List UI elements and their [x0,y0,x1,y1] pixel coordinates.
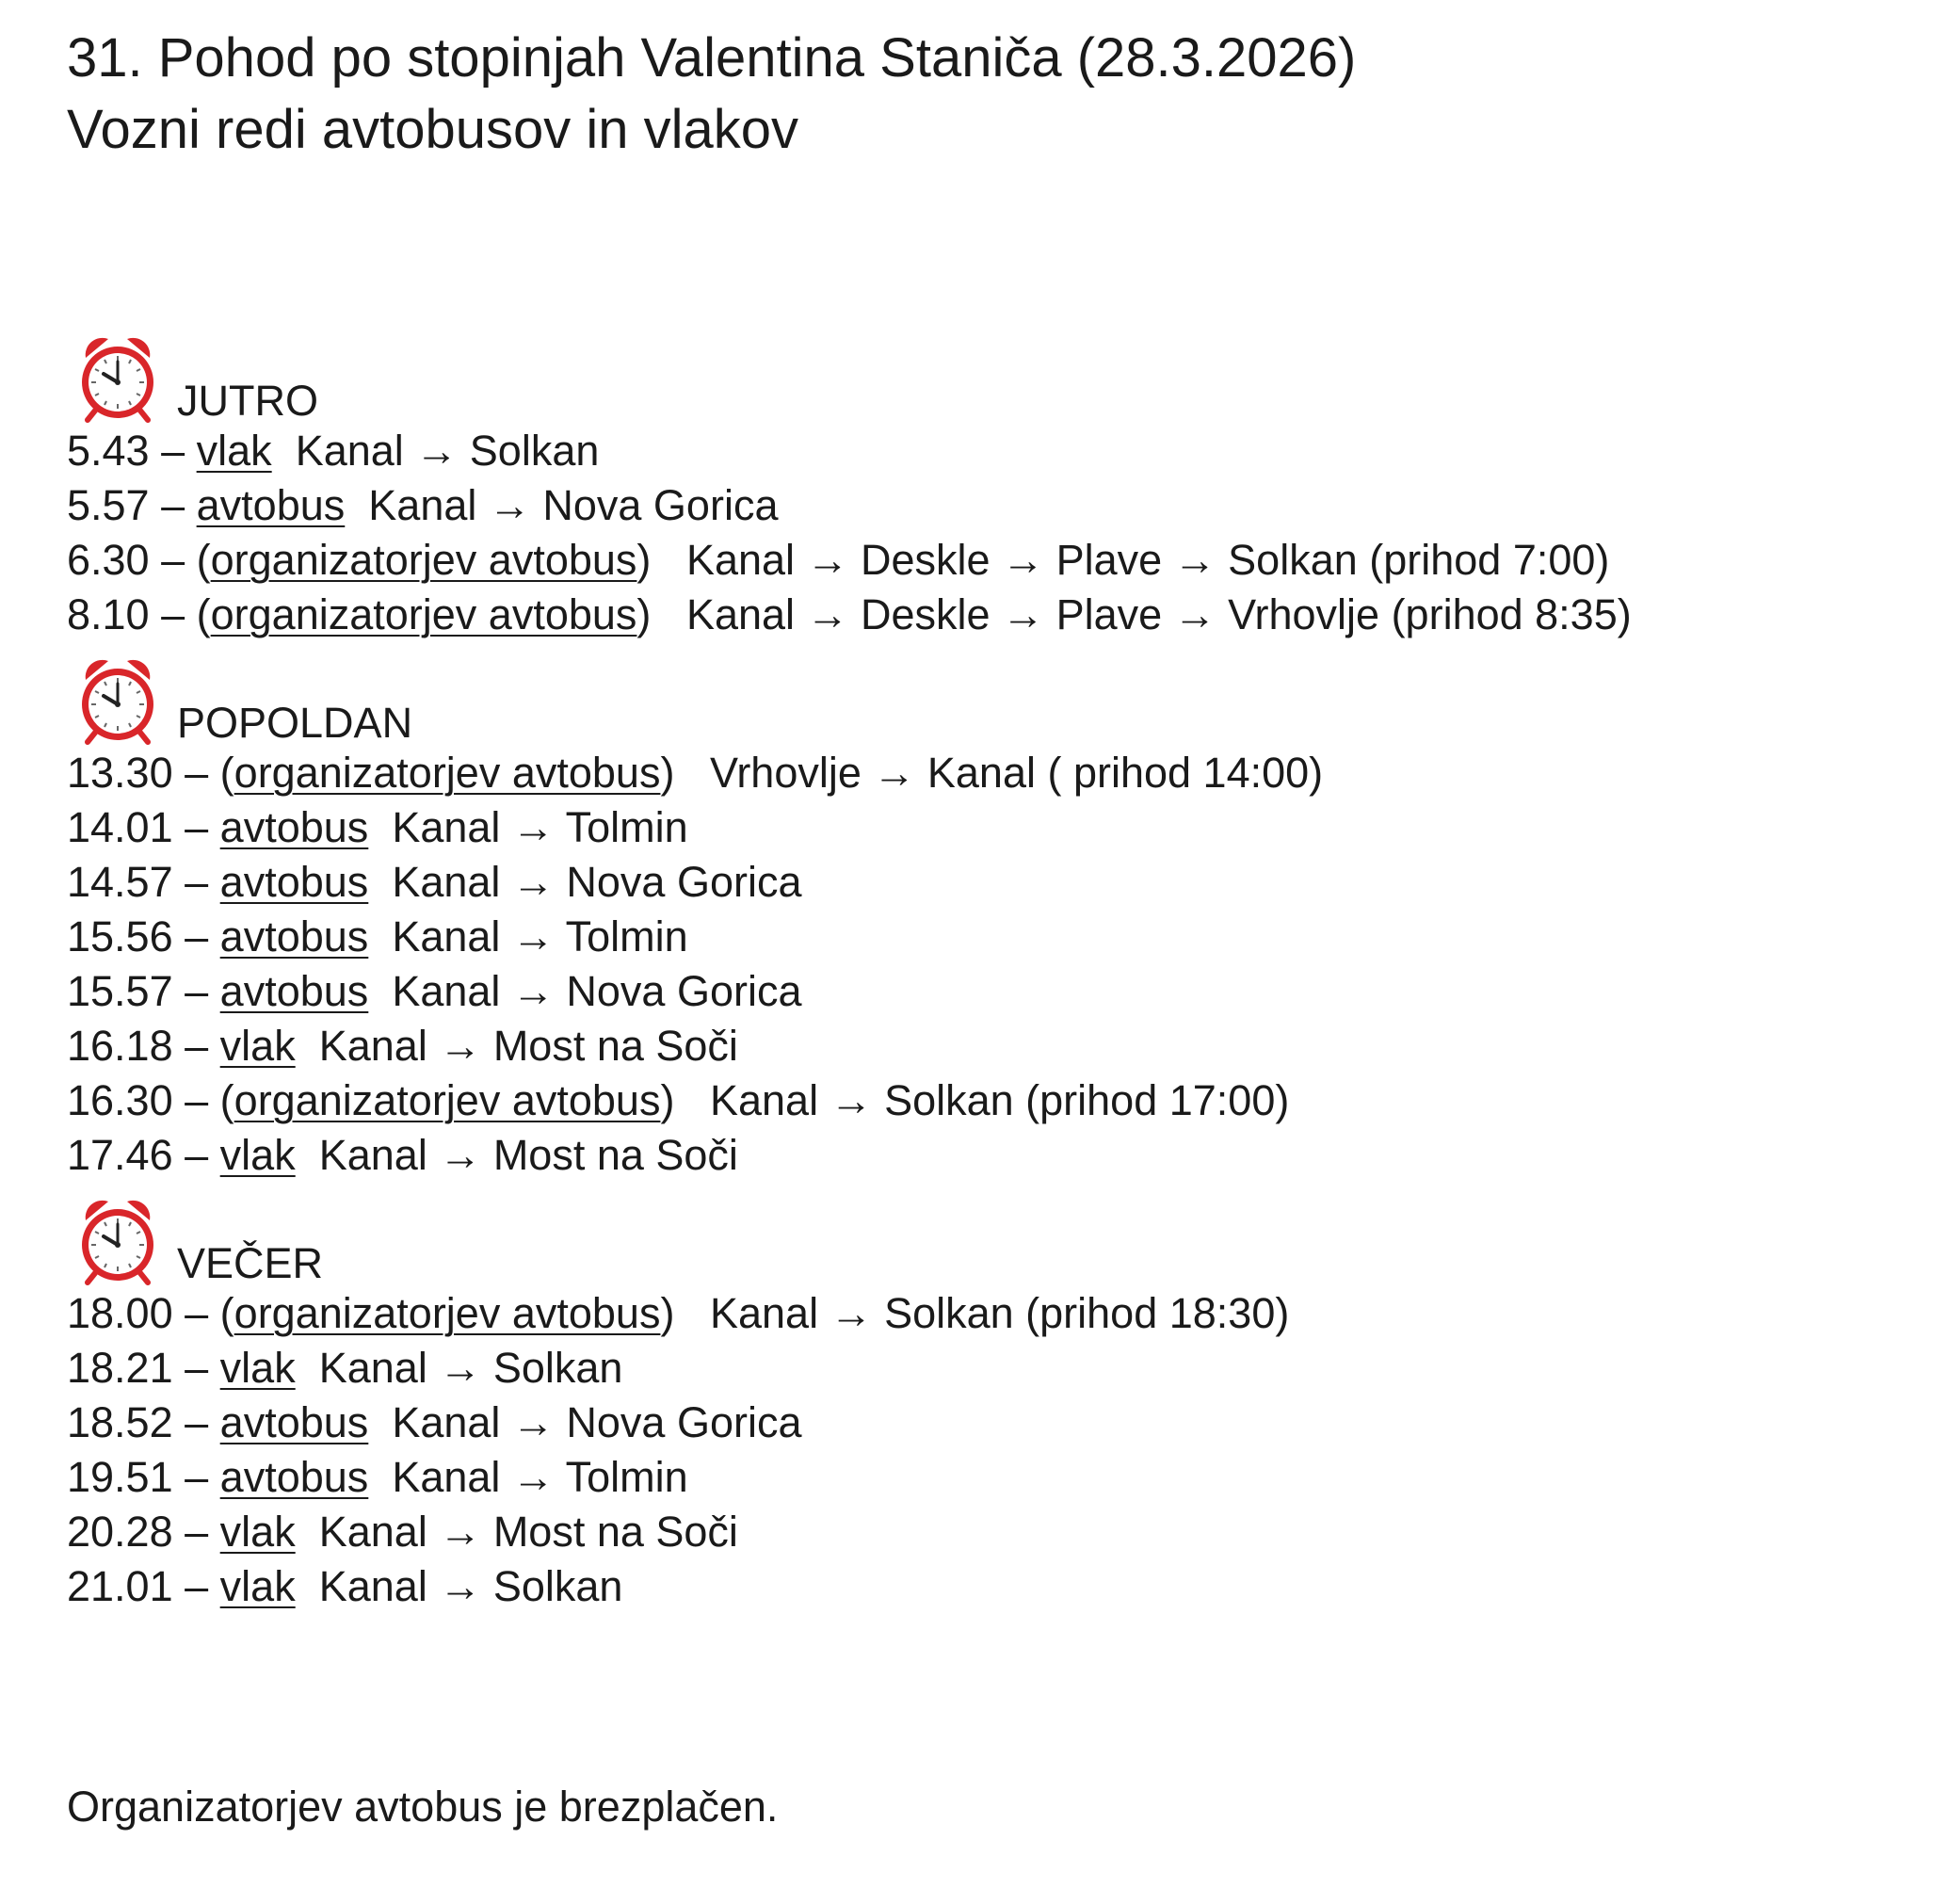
departure-time: 5.57 [67,481,150,529]
timetable-row: 5.43 – vlak Kanal → Solkan [67,427,600,475]
transport-type-link[interactable]: vlak [219,1344,296,1392]
departure-time: 18.21 [67,1344,173,1392]
transport-type-link[interactable]: organizatorjev avtobus [234,749,661,797]
alarm-clock-icon [72,330,163,424]
timetable-row: 14.57 – avtobus Kanal → Nova Gorica [67,858,802,906]
route: Kanal → Nova Gorica [392,858,802,906]
departure-time: 21.01 [67,1562,173,1610]
section-header [67,642,1632,746]
paren-close: ) [660,749,675,797]
departure-time: 5.43 [67,427,150,475]
timetable-row: 21.01 – vlak Kanal → Solkan [67,1562,623,1610]
departure-time: 15.57 [67,967,173,1015]
paren-close: ) [660,1076,675,1124]
transport-type-link[interactable]: organizatorjev avtobus [234,1289,661,1337]
transport-type-link[interactable]: vlak [219,1131,296,1179]
transport-type-link[interactable]: vlak [196,427,272,475]
alarm-clock-icon [72,1192,163,1286]
timetable-row: 16.18 – vlak Kanal → Most na Soči [67,1022,738,1070]
departure-time: 14.01 [67,803,173,851]
section-label: POPOLDAN [177,699,413,747]
timetable-row: 20.28 – vlak Kanal → Most na Soči [67,1508,738,1556]
timetable-row: 19.51 – avtobus Kanal → Tolmin [67,1453,688,1501]
transport-type-link[interactable]: vlak [219,1508,296,1556]
route: Kanal → Tolmin [392,912,688,960]
timetable-row: 18.52 – avtobus Kanal → Nova Gorica [67,1398,802,1446]
section-0 [67,320,1632,642]
timetable-row: 18.21 – vlak Kanal → Solkan [67,1344,623,1392]
transport-type-link[interactable]: avtobus [196,481,346,529]
paren-close: ) [636,536,652,584]
departure-time: 18.00 [67,1289,173,1337]
departure-time: 16.30 [67,1076,173,1124]
route: Kanal → Most na Soči [318,1131,738,1179]
route: Kanal → Nova Gorica [392,967,802,1015]
alarm-clock-icon [72,652,163,746]
departure-time: 14.57 [67,858,173,906]
departure-time: 6.30 [67,536,150,584]
transport-type-link[interactable]: vlak [219,1562,296,1610]
paren-close: ) [636,590,652,638]
timetable-row: 14.01 – avtobus Kanal → Tolmin [67,803,688,851]
timetable [67,320,1632,1614]
paren-open: ( [219,1289,234,1337]
route: Kanal → Solkan [295,427,600,475]
transport-type-link[interactable]: organizatorjev avtobus [234,1076,661,1124]
timetable-row: 15.56 – avtobus Kanal → Tolmin [67,912,688,960]
footnote: Organizatorjev avtobus je brezplačen. [67,1783,779,1831]
transport-type-link[interactable]: avtobus [219,967,369,1015]
paren-open: ( [219,749,234,797]
departure-time: 13.30 [67,749,173,797]
paren-close: ) [660,1289,675,1337]
transport-type-link[interactable]: avtobus [219,1453,369,1501]
transport-type-link[interactable]: avtobus [219,858,369,906]
paren-open: ( [196,590,211,638]
timetable-row: 17.46 – vlak Kanal → Most na Soči [67,1131,738,1179]
transport-type-link[interactable]: avtobus [219,1398,369,1446]
timetable-row: 5.57 – avtobus Kanal → Nova Gorica [67,481,779,529]
route: Kanal → Most na Soči [318,1508,738,1556]
page-title [67,23,1356,166]
route: Kanal → Tolmin [392,803,688,851]
paren-open: ( [196,536,211,584]
paren-open: ( [219,1076,234,1124]
title-line-1: 31. Pohod po stopinjah Valentina Staniča (28.3.2026) [67,27,1357,89]
section-label: JUTRO [177,377,318,425]
timetable-row: 15.57 – avtobus Kanal → Nova Gorica [67,967,802,1015]
transport-type-link[interactable]: organizatorjev avtobus [210,590,637,638]
departure-time: 20.28 [67,1508,173,1556]
section-header [67,1183,1632,1286]
route: Kanal → Tolmin [392,1453,688,1501]
timetable-row: 6.30 – (organizatorjev avtobus) Kanal → Deskle → Plave → Solkan (prihod 7:00) [67,536,1610,584]
section-1 [67,642,1632,1183]
route: Kanal → Solkan (prihod 18:30) [709,1289,1290,1337]
route: Kanal → Most na Soči [318,1022,738,1070]
route: Kanal → Solkan [318,1344,623,1392]
section-header [67,320,1632,424]
route: Kanal → Nova Gorica [368,481,779,529]
timetable-row: 8.10 – (organizatorjev avtobus) Kanal → Deskle → Plave → Vrhovlje (prihod 8:35) [67,590,1632,638]
route: Kanal → Deskle → Plave → Vrhovlje (prihod 8:35) [685,590,1632,638]
timetable-row: 16.30 – (organizatorjev avtobus) Kanal → Solkan (prihod 17:00) [67,1076,1290,1124]
route: Kanal → Solkan (prihod 17:00) [709,1076,1290,1124]
route: Kanal → Solkan [318,1562,623,1610]
transport-type-link[interactable]: organizatorjev avtobus [210,536,637,584]
route: Kanal → Deskle → Plave → Solkan (prihod 7:00) [685,536,1610,584]
timetable-row: 18.00 – (organizatorjev avtobus) Kanal → Solkan (prihod 18:30) [67,1289,1290,1337]
transport-type-link[interactable]: vlak [219,1022,296,1070]
section-label: VEČER [177,1239,324,1287]
departure-time: 17.46 [67,1131,173,1179]
departure-time: 16.18 [67,1022,173,1070]
transport-type-link[interactable]: avtobus [219,803,369,851]
title-line-2: Vozni redi avtobusov in vlakov [67,99,798,160]
departure-time: 8.10 [67,590,150,638]
route: Kanal → Nova Gorica [392,1398,802,1446]
transport-type-link[interactable]: avtobus [219,912,369,960]
route: Vrhovlje → Kanal ( prihod 14:00) [709,749,1324,797]
departure-time: 15.56 [67,912,173,960]
departure-time: 18.52 [67,1398,173,1446]
section-2 [67,1183,1632,1614]
timetable-row: 13.30 – (organizatorjev avtobus) Vrhovlje → Kanal ( prihod 14:00) [67,749,1324,797]
departure-time: 19.51 [67,1453,173,1501]
